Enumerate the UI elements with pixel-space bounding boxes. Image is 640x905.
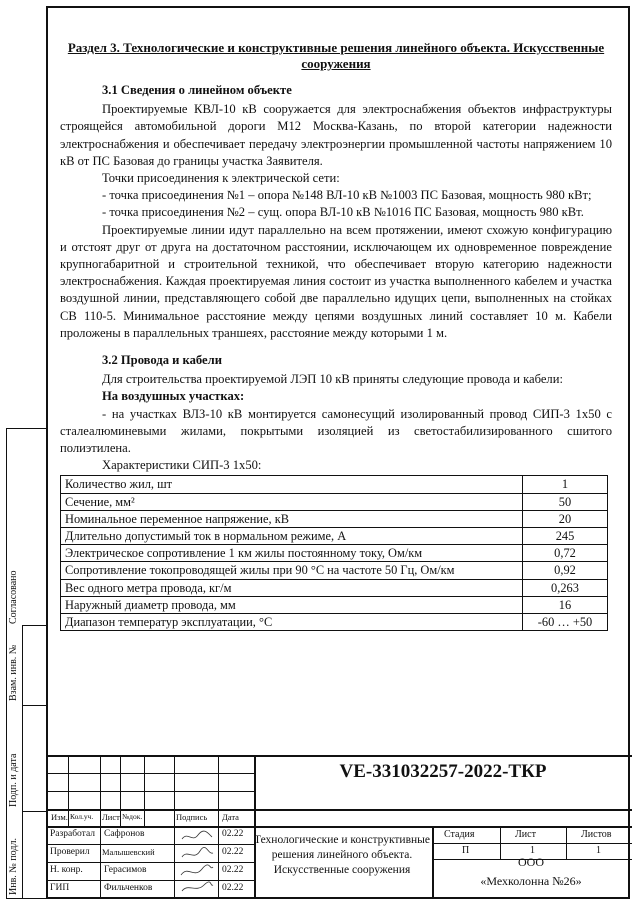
section-title: Раздел 3. Технологические и конструктивные решения линейного объекта. Искусственные сооружения (67, 40, 605, 71)
sheet-value: 1 (530, 845, 535, 856)
paragraph: - точка присоединения №1 – опора №148 ВЛ-10 кВ №1003 ПС Базовая, мощность 980 кВт; (102, 188, 592, 203)
doc-name: Технологические и конструктивные решения линейного объекта. Искусственные сооружения (254, 834, 430, 876)
document-body (60, 40, 612, 631)
role-3: Н. конр. (50, 865, 83, 875)
row-label: Электрическое сопротивление 1 км жилы постоянному току, Ом/км (61, 545, 523, 562)
role-2: Проверил (50, 847, 90, 857)
sheet-label: Лист (515, 829, 536, 840)
date-2: 02.22 (222, 847, 244, 857)
name-3: Герасимов (104, 865, 147, 875)
row-value: -60 … +50 (523, 614, 608, 631)
hdr-data: Дата (222, 812, 239, 822)
title-block (48, 755, 632, 897)
subheading-overhead: На воздушных участках: (102, 389, 245, 404)
row-value: 0,263 (523, 579, 608, 596)
table-row (61, 493, 608, 510)
table-row (61, 579, 608, 596)
side-inv: Инв. № подл. (8, 838, 19, 895)
name-2: Малышевский (102, 847, 155, 857)
hdr-ndok: №док. (122, 812, 143, 821)
side-cell-agreed (23, 429, 47, 625)
name-1: Сафронов (104, 829, 145, 839)
table-row (61, 528, 608, 545)
row-label: Сопротивление токопроводящей жилы при 90 °С на частоте 50 Гц, Ом/км (61, 562, 523, 579)
row-value: 245 (523, 528, 608, 545)
paragraph: Проектируемые КВЛ-10 кВ сооружается для электроснабжения объектов инфраструктуры строящейся автомобильной дороги М12 Москва-Казань, по второй категории надежности электроснабжения и обеспечивает передачу электроэнергии промышленной частоты напряжением 10 кВ от ПС Базовая до границы участка Заявителя. (60, 102, 612, 168)
row-label: Вес одного метра провода, кг/м (61, 579, 523, 596)
table-caption: Характеристики СИП-3 1х50: (102, 458, 262, 473)
row-value: 0,92 (523, 562, 608, 579)
hdr-list: Лист (102, 812, 120, 822)
table-row (61, 596, 608, 613)
hdr-podpis: Подпись (176, 812, 208, 822)
stage-value: П (462, 845, 470, 856)
hdr-izm: Изм. (51, 812, 68, 822)
date-1: 02.22 (222, 829, 244, 839)
role-4: ГИП (50, 883, 70, 893)
date-3: 02.22 (222, 865, 244, 875)
side-podp: Подп. и дата (8, 753, 19, 807)
side-strip (6, 428, 46, 899)
table-row (61, 562, 608, 579)
side-agreed: Согласовано (8, 570, 19, 624)
paragraph: Точки присоединения к электрической сети: (102, 171, 340, 186)
table-row (61, 545, 608, 562)
side-divider (22, 625, 23, 898)
heading-3-2: 3.2 Провода и кабели (102, 353, 222, 368)
role-1: Разработал (50, 829, 95, 839)
row-label: Наружный диаметр провода, мм (61, 596, 523, 613)
paragraph: - на участках ВЛЗ-10 кВ монтируется самонесущий изолированный провод СИП-3 1х50 с сталеалюминевыми жилами, покрытыми изоляцией из светостабилизированного сшитого полиэтилена. (60, 406, 612, 456)
table-row (61, 510, 608, 527)
row-label: Длительно допустимый ток в нормальном режиме, А (61, 528, 523, 545)
row-label: Сечение, мм² (61, 493, 523, 510)
signatures (178, 827, 216, 897)
paragraph: Проектируемые линии идут параллельно на всем протяжении, имеют схожую конфигурацию и отстоят друг от друга на достаточном расстоянии, исключающем их одновременное повреждение крупногабаритной и строительной техникой, что обеспечивает вторую категорию надежности электроснабжения. Каждая проектируемая линия состоит из участка выполненного кабелем и участка воздушной линии, представляющего собой две параллельно идущих цепи, выполненных на стойках СВ 110-5. Минимальное расстояние между цепями воздушных линий составляет 10 м. Кабели проложены в параллельных траншеях, расстояние между которыми 1 м. (60, 222, 612, 340)
row-label: Количество жил, шт (61, 476, 523, 493)
row-value: 20 (523, 510, 608, 527)
paragraph: Для строительства проектируемой ЛЭП 10 кВ приняты следующие провода и кабели: (102, 372, 563, 387)
paragraph: - точка присоединения №2 – сущ. опора ВЛ-10 кВ №1016 ПС Базовая, мощность 980 кВт. (102, 205, 584, 220)
doc-code: VE-331032257-2022-ТКР (339, 761, 547, 782)
organization (432, 853, 630, 891)
row-value: 1 (523, 476, 608, 493)
side-cell-podp (23, 705, 47, 811)
row-value: 16 (523, 596, 608, 613)
table-row (61, 476, 608, 493)
table-row (61, 614, 608, 631)
sheets-label: Листов (581, 829, 612, 840)
row-label: Диапазон температур эксплуатации, °С (61, 614, 523, 631)
name-4: Фильченков (104, 883, 153, 893)
row-label: Номинальное переменное напряжение, кВ (61, 510, 523, 527)
row-value: 0,72 (523, 545, 608, 562)
heading-3-1: 3.1 Сведения о линейном объекте (102, 83, 292, 97)
sheets-value: 1 (596, 845, 601, 856)
stage-label: Стадия (444, 829, 475, 840)
side-cell-vzam (23, 625, 47, 705)
hdr-kol: Кол.уч. (70, 812, 94, 821)
date-4: 02.22 (222, 883, 244, 893)
side-vzam: Взам. инв. № (8, 644, 19, 701)
side-cell-inv (23, 811, 47, 900)
row-value: 50 (523, 493, 608, 510)
org-line-2: «Мехколонна №26» (480, 874, 582, 888)
spec-table (60, 475, 608, 631)
org-line-1: ООО (518, 855, 544, 869)
